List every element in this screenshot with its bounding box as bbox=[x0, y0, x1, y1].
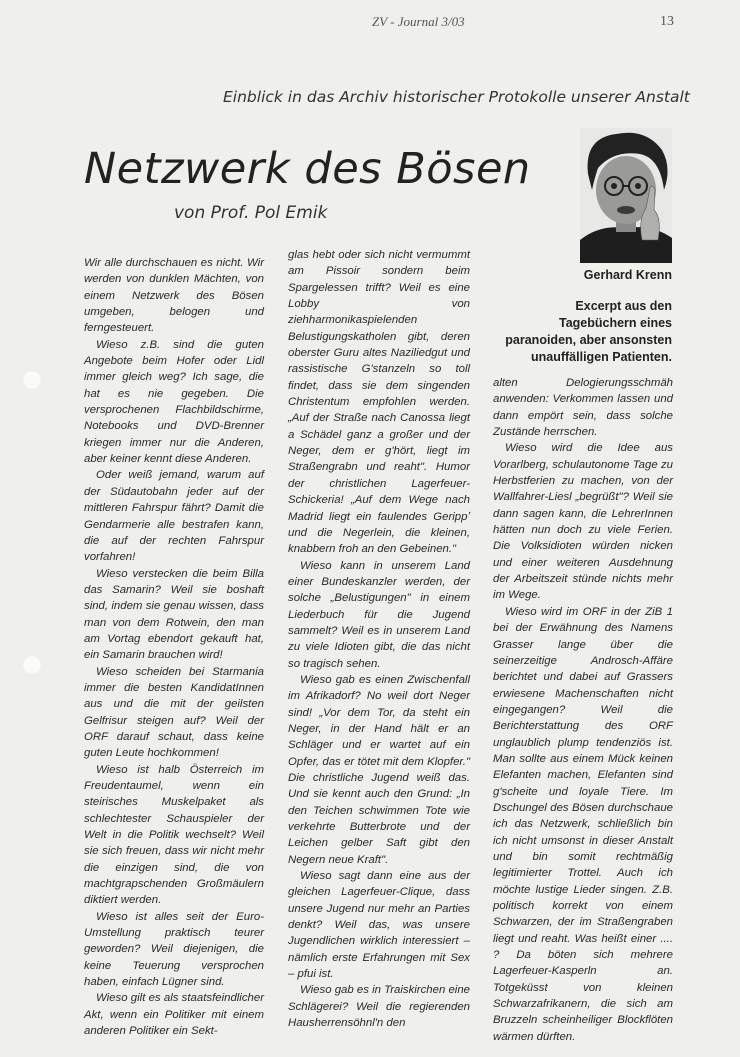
photo-caption: Gerhard Krenn bbox=[583, 268, 672, 282]
paragraph: Wieso verstecken die beim Billa das Samarin? Weil sie boshaft sind, indem sie genau wissen, dass man von dem Rotwein, den man am Vortag ebendort gekauft hat, ein Samarin brauchen wird! bbox=[84, 567, 264, 662]
paragraph: Wieso gilt es als staatsfeindlicher Akt, wenn ein Politiker mit einem anderen Politiker ein Sekt- bbox=[84, 992, 264, 1038]
author-photo bbox=[580, 128, 672, 263]
kicker: Einblick in das Archiv historischer Protokolle unserer Anstalt bbox=[223, 88, 690, 106]
paragraph: Wieso gab es einen Zwischenfall im Afrikadorf? No weil dort Neger sind! „Vor dem Tor, da steht ein Neger, in der Hand hält er an Schläger und er wartet auf ein Opfer, das er tötet mit dem Klopfer." Die christliche Jugend weiß das. Und sie kennt auch den Grund: „In den Teichen schwimmen Tote wie verkehrte Butterbrote und der Leichen gelber Saft gibt den Negern neue Kraft". bbox=[288, 673, 470, 866]
paragraph: Wieso kann in unserem Land einer Bundeskanzler werden, der solche „Belustigungen" in einem Liederbuch für die Jugend sammelt? Weil es in unserem Land zu viele Idioten gibt, die das nicht so tragisch sehen. bbox=[288, 559, 470, 670]
running-head: ZV - Journal 3/03 bbox=[372, 14, 465, 29]
paragraph: Oder weiß jemand, warum auf der Südautobahn jeder auf der mittleren Fahrspur fährt? Damit die Gendarmerie alle bestrafen kann, die auf der rechten Fahrspur vorfahren! bbox=[84, 469, 264, 564]
excerpt-note: Excerpt aus den Tagebüchern eines paranoiden, aber ansonsten unauffälligen Patienten. bbox=[505, 299, 672, 364]
paragraph: alten Delogierungsschmäh anwenden: Verkommen lassen und dann empört sein, dass solche Zustände herrschen. bbox=[493, 377, 673, 439]
paragraph: Wieso sagt dann eine aus der gleichen Lagerfeuer-Clique, dass unsere Jugend nur mehr an Parties denkt? Weil das, was unsere Jugendlichen wirklich interessiert – nämlich erste Erfahrungen mit Sex – pfui ist. bbox=[288, 870, 470, 981]
byline: von Prof. Pol Emik bbox=[174, 203, 328, 223]
paragraph: Wir alle durchschauen es nicht. Wir werden von dunklen Mächten, von einem Netzwerk des Bösen umgeben, belogen und ferngesteuert. bbox=[84, 257, 264, 335]
punch-hole bbox=[22, 370, 42, 390]
paragraph: Wieso wird die Idee aus Vorarlberg, schulautonome Tage zu Herbstferien zu machen, von der Wallfahrer-Liesl „begrüßt"? Weil sie dann sagen kann, die LehrerInnen hätten nun doch zu viele Ferien. Die Volksidioten würden nicken und einer weiteren Ausdehnung der Arbeitszeit stünde nichts mehr im Wege. bbox=[493, 442, 673, 602]
paragraph: glas hebt oder sich nicht vermummt am Pissoir sondern beim Spargelessen trifft? Weil es eine Lobby von ziehharmonikaspielenden Belustigungskatholen gibt, deren oberster Guru altes Naziliedgut und rassistische G'stanzeln so toll findet, dass sie dem singenden Christentum empfohlen werden. „Auf der Straße nach Canossa liegt a Schädel ganz a großer und der Neger, dem er g'hört, liegt im Straßengrabn und reaht". Humor der christlichen Lagerfeuer-Schickeria! „Auf dem Wege nach Madrid liegt ein faulendes Gerippʼ und die Negerlein, die kleinen, knabbern froh an den Gebeinen." bbox=[288, 249, 470, 556]
paragraph: Wieso wird im ORF in der ZiB 1 bei der Erwähnung des Namens Grasser lange über die seinerzeitige Androsch-Affäre berichtet und dabei auf Grassers erwiesene Machenschaften nicht eingegangen? Weil die Berichterstattung des ORF unglaublich plump tendenziös ist. Man sollte aus einem Mück keinen Elefanten machen, Elefanten sind g'scheite und loyale Tiere. Im Dschungel des Bösen durchschaue ich das Netzwerk, schließlich bin ich nicht umsonst in dieser Anstalt und bin somit rechtmäßig legitimierter Trottel. Auch ich möchte lustige Lieder singen. Z.B. politisch korrekt von einem Schwarzen, der im Straßengraben liegt und reaht. Was heißt einer .... ? Da böten sich mehrere Lagerfeuer-Kasperln an. Totgeküsst von kleinen Schwarzafrikanern, die sich am Bruzzeln scheinheiliger Blockflöten wärmen dürften. bbox=[493, 605, 673, 1043]
paragraph: Wieso gab es in Traiskirchen eine Schlägerei? Weil die regierenden Hausherrensöhnl'n den bbox=[288, 984, 470, 1030]
paragraph: Wieso ist alles seit der Euro-Umstellung praktisch teurer geworden? Weil diejenigen, die keine Teuerung versprochen haben, einfach Lügner sind. bbox=[84, 910, 264, 989]
article-column-2 bbox=[288, 247, 470, 1032]
headline: Netzwerk des Bösen bbox=[84, 144, 531, 194]
paragraph: Wieso scheiden bei Starmania immer die besten KandidatInnen aus und die mit der geilsten Gelfrisur steigen auf? Weil der ORF darauf schaut, dass keine guten Leute hochkommen! bbox=[84, 665, 264, 760]
paragraph: Wieso ist halb Österreich im Freudentaumel, wenn ein steirisches Muskelpaket als schlechtester Schauspieler der Welt in die Politik wechselt? Weil sie sich freuen, dass wir nicht mehr die einzigen sind, die von machtgrapschenden Großmäulern diktiert werden. bbox=[84, 763, 264, 907]
punch-hole bbox=[22, 655, 42, 675]
article-column-1 bbox=[84, 255, 264, 1040]
page-number: 13 bbox=[660, 14, 674, 29]
paragraph: Wieso z.B. sind die guten Angebote beim Hofer oder Lidl immer gleich weg? Ich sage, die hat es nie gegeben. Die versprochenen Flachbildschirme, Notebooks und DVD-Brenner kriegen immer nur die Anderen, aber keiner kennt diese Anderen. bbox=[84, 338, 264, 466]
article-column-3 bbox=[493, 375, 673, 1045]
